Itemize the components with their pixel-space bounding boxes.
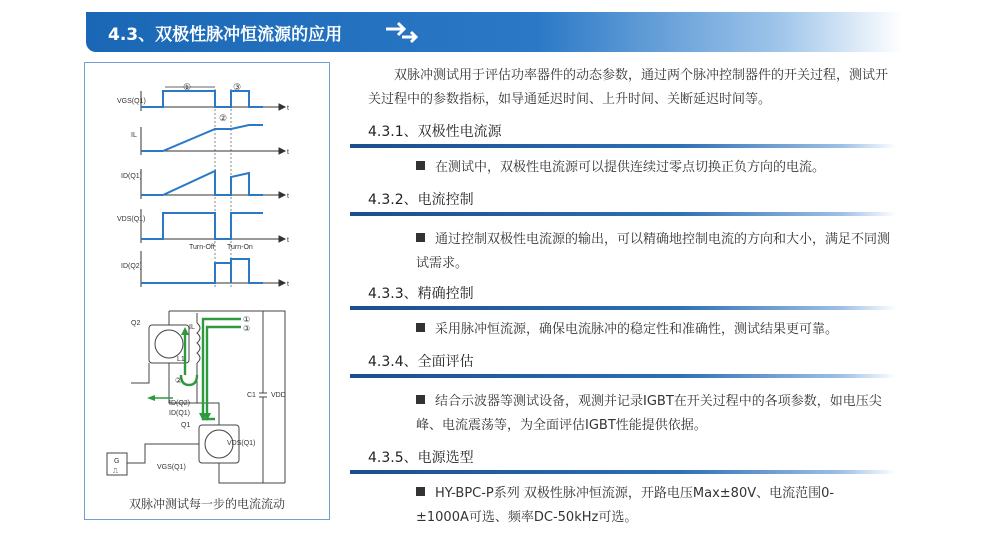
section-4-3-5 [368, 446, 898, 525]
step-1-marker: ① [183, 82, 192, 92]
id2-label: ID(Q2) [121, 263, 142, 270]
section-text: 通过控制双极性电流源的输出，可以精确地控制电流的方向和大小，满足不同测试需求。 [416, 232, 891, 271]
section-heading: 4.3.2、电流控制 [368, 192, 474, 208]
vgs-label: VGS(Q1) [117, 98, 146, 105]
c1-label: C1 [247, 392, 256, 399]
vds-q1-label: VDS(Q1) [227, 440, 256, 447]
vds-label: VDS(Q1) [117, 216, 146, 223]
bullet-square-icon [416, 161, 425, 170]
section-body [416, 390, 892, 438]
il-circuit-label: IL [189, 324, 195, 331]
turn-on-label: Turn-On [227, 244, 253, 251]
vdd-label: VDD [271, 392, 286, 399]
vgs-q1-label: VGS(Q1) [157, 464, 186, 471]
l1-label: L1 [177, 356, 185, 363]
figure-caption: 双脉冲测试每一步的电流流动 [128, 497, 285, 511]
path-1-marker: ① [243, 315, 251, 324]
section-body [416, 318, 892, 342]
t-label: t [287, 237, 289, 244]
section-4-3-3 [368, 282, 898, 337]
section-body [416, 482, 856, 530]
section-body [416, 228, 892, 276]
section-divider [350, 374, 896, 378]
section-divider [350, 470, 896, 474]
id-q1-label: ID(Q1) [169, 410, 190, 417]
id-q2-label: ID(Q2) [169, 400, 190, 407]
q1-label: Q1 [181, 422, 191, 429]
path-2-marker: ② [175, 376, 183, 385]
t-label: t [287, 193, 289, 200]
t-label: t [287, 281, 289, 288]
section-heading: 4.3.5、电源选型 [368, 450, 474, 466]
section-body [416, 156, 892, 180]
path-3-marker: ③ [243, 324, 251, 333]
q2-label: Q2 [131, 320, 141, 327]
gen-pulse-label: ⎍ [113, 468, 118, 475]
bullet-square-icon [416, 323, 425, 332]
id1-label: ID(Q1) [121, 173, 142, 180]
section-title: 4.3、双极性脉冲恒流源的应用 [108, 25, 343, 45]
t-label: t [287, 105, 289, 112]
section-text: 采用脉冲恒流源，确保电流脉冲的稳定性和准确性，测试结果更可靠。 [435, 322, 839, 337]
section-divider [350, 144, 896, 148]
section-heading: 4.3.4、全面评估 [368, 354, 474, 370]
waveform-diagram [85, 63, 329, 493]
section-heading: 4.3.3、精确控制 [368, 286, 474, 302]
section-heading: 4.3.1、双极性电流源 [368, 124, 502, 140]
section-4-3-4 [368, 350, 898, 433]
intro-paragraph: 双脉冲测试用于评估功率器件的动态参数，通过两个脉冲控制器件的开关过程，测试开关过程中的参数指标，如导通延迟时间、上升时间、关断延迟时间等。 [368, 68, 889, 107]
section-4-3-2 [368, 188, 898, 271]
double-arrow-icon [382, 20, 426, 44]
turn-off-label: Turn-Off [189, 244, 215, 251]
section-4-3-1 [368, 120, 898, 175]
bullet-square-icon [416, 487, 425, 496]
bullet-square-icon [416, 233, 425, 242]
section-banner [86, 12, 902, 52]
step-2-marker: ② [219, 113, 228, 123]
section-text: 在测试中，双极性电流源可以提供连续过零点切换正负方向的电流。 [435, 160, 826, 175]
gen-g-label: G [114, 458, 120, 465]
section-text: 结合示波器等测试设备，观测并记录IGBT在开关过程中的各项参数，如电压尖峰、电流震荡等，为全面评估IGBT性能提供依据。 [416, 394, 882, 433]
section-divider [350, 212, 896, 216]
double-pulse-figure [84, 62, 330, 520]
section-text: HY-BPC-P系列 双极性脉冲恒流源，开路电压Max±80V、电流范围0-±1000A可选、频率DC-50kHz可选。 [416, 486, 835, 525]
step-3-marker: ③ [233, 82, 242, 92]
bullet-square-icon [416, 395, 425, 404]
il-label: IL [131, 132, 137, 139]
section-divider [350, 306, 896, 310]
t-label: t [287, 149, 289, 156]
